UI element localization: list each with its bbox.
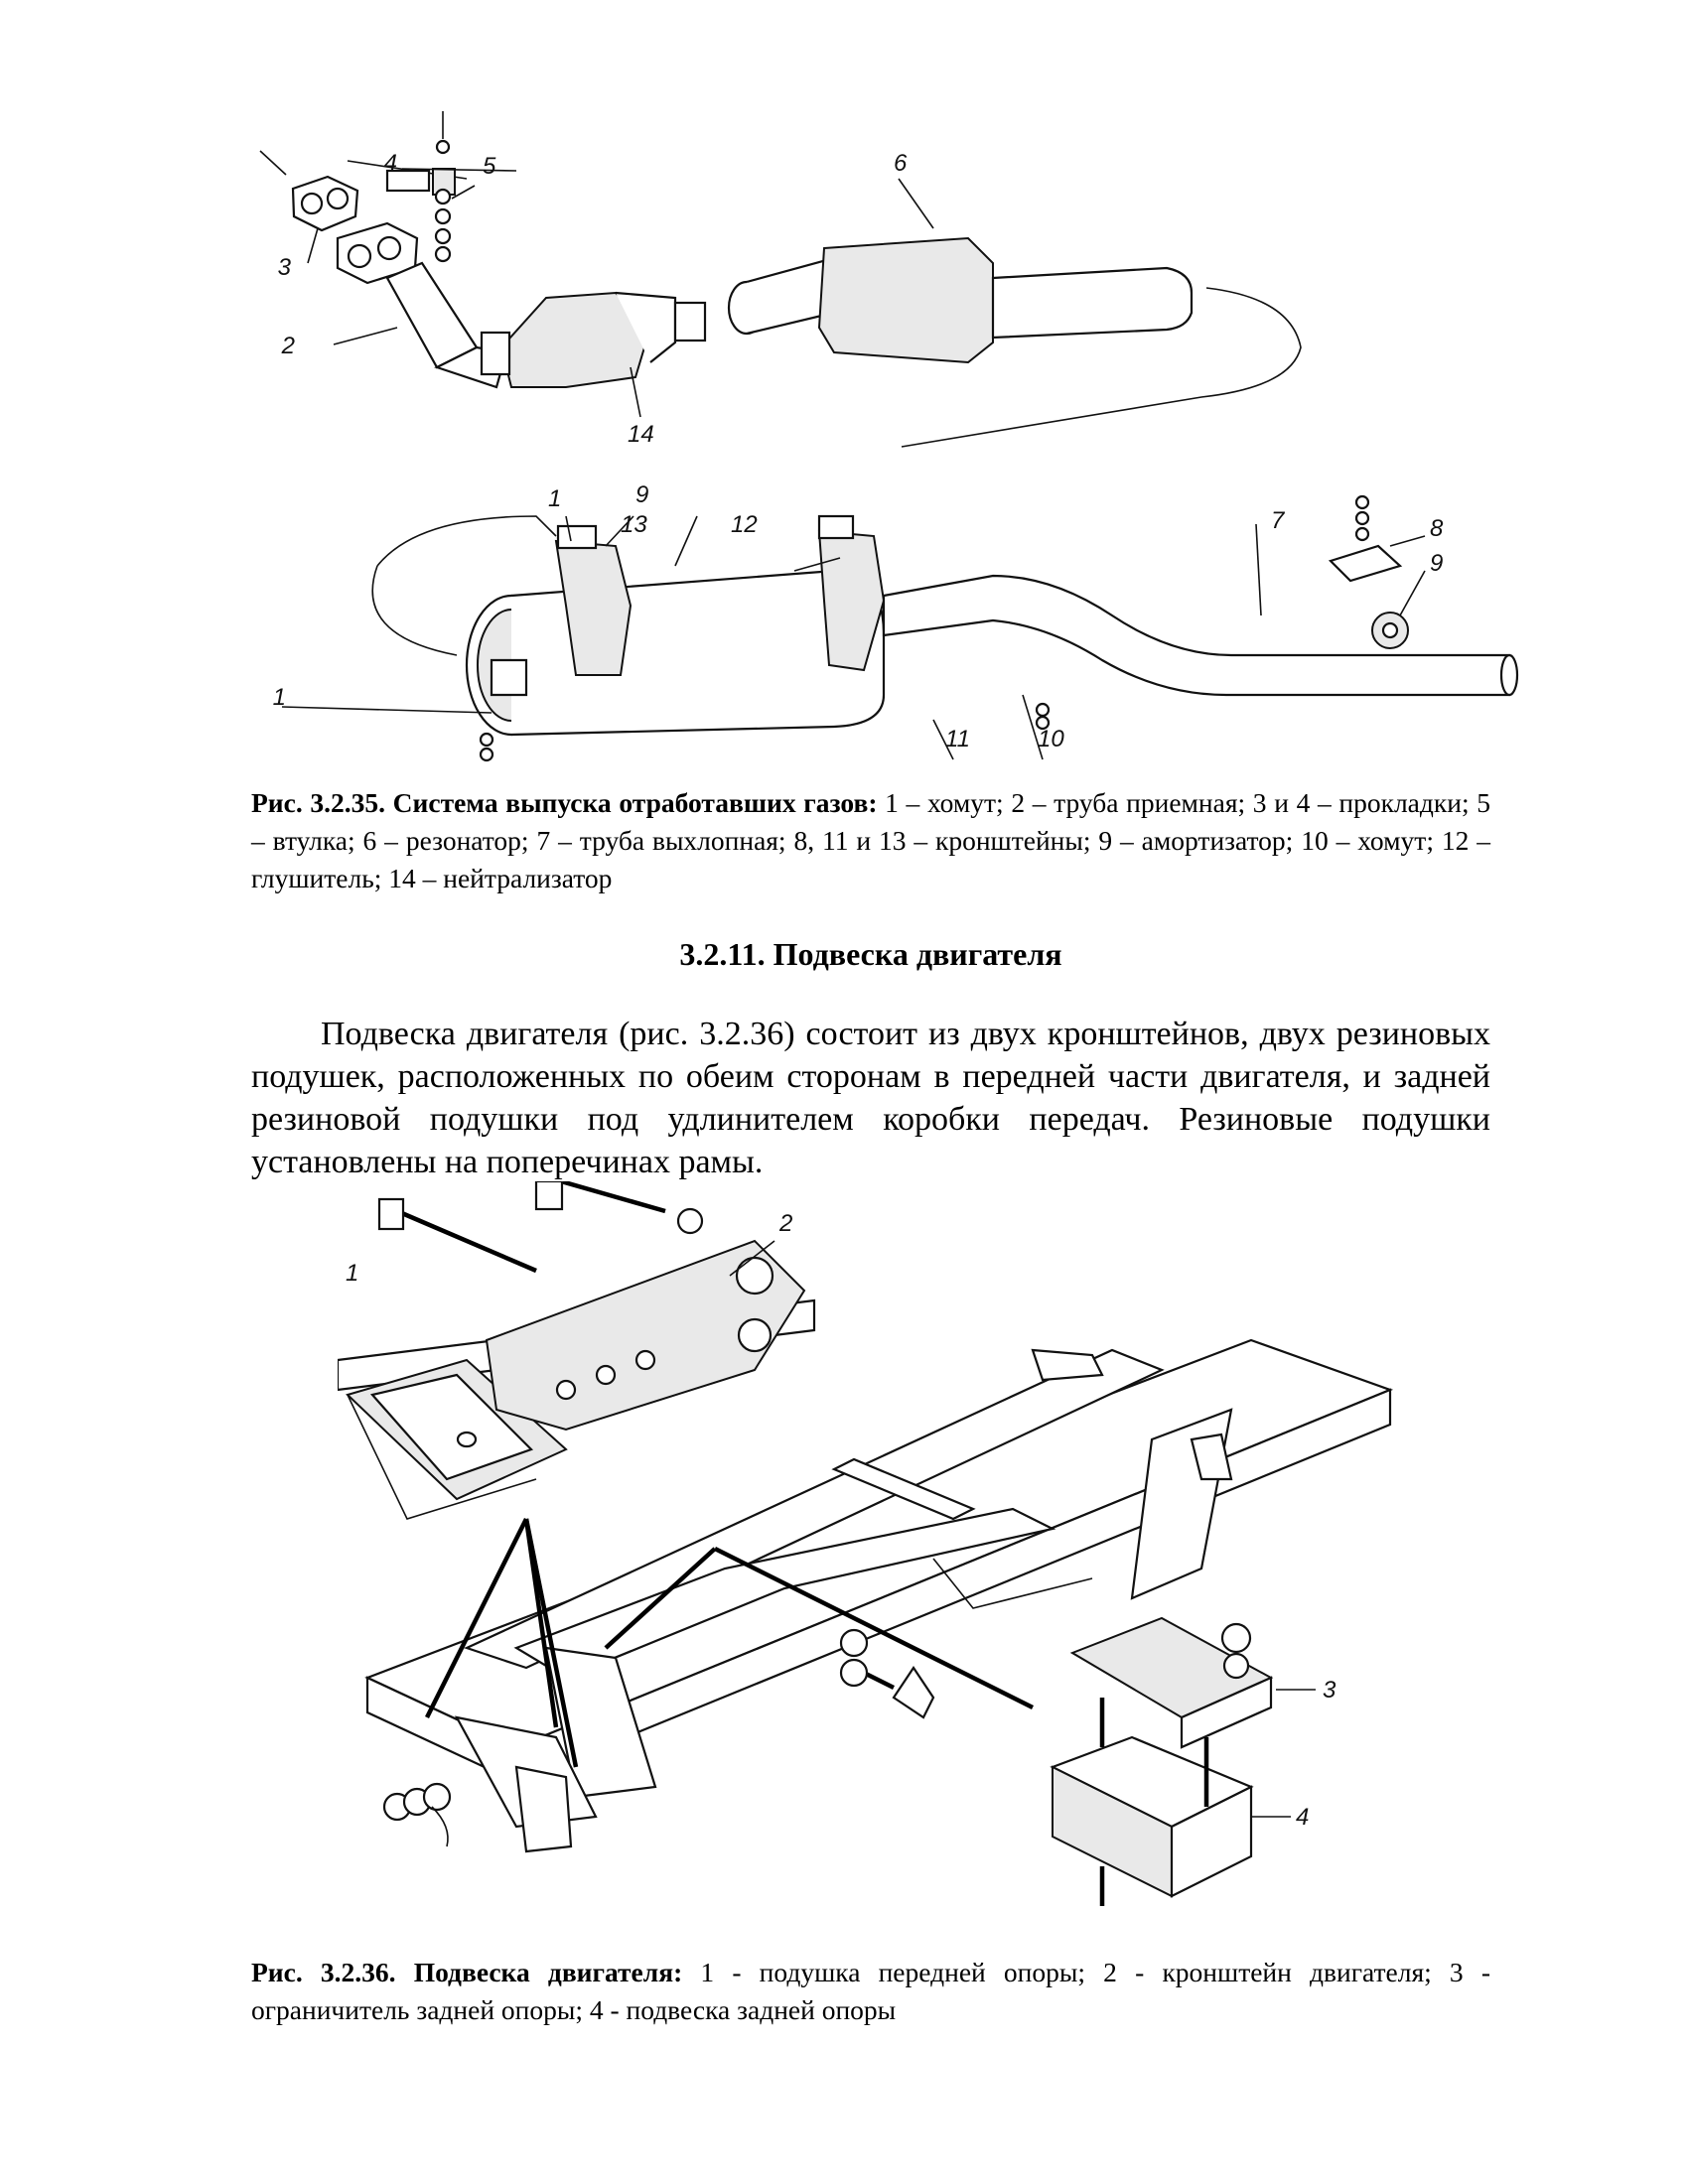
callout-label: 10 <box>1038 726 1064 752</box>
exhaust-system-figure <box>238 99 1529 774</box>
callout-label: 5 <box>483 153 496 180</box>
resonator-drawing <box>729 238 1192 362</box>
callout-label: 1 <box>272 684 286 711</box>
caption-text: 1 – хомут; 2 – труба приемная; 3 и 4 – прокладки; 5 – втулка; 6 – резонатор; 7 – труба выхлопная; 8, 11 и 13 – кронштейны; 9 – амортизатор; 10 – хомут; 12 – глушитель; 14 – нейтрализатор <box>251 787 1490 893</box>
stud-drawing <box>260 151 286 175</box>
figure-caption <box>251 784 1490 897</box>
callout-label: 1 <box>548 485 562 512</box>
catalyst-drawing <box>482 293 705 387</box>
callout-label: 13 <box>621 511 647 538</box>
caption-title: Рис. 3.2.36. Подвеска двигателя: <box>251 1957 683 1987</box>
callout-label: 6 <box>894 150 908 177</box>
callout-label: 4 <box>1296 1804 1310 1831</box>
caption-title: Рис. 3.2.35. Система выпуска отработавших газов: <box>251 787 878 818</box>
caption-text: 1 - подушка передней опоры; 2 - кронштейн двигателя; 3 - ограничитель задней опоры; 4 - подвеска задней опоры <box>251 1957 1490 2025</box>
callout-label: 9 <box>635 481 649 508</box>
callout-label: 14 <box>628 421 654 448</box>
callout-label: 3 <box>277 254 291 281</box>
body-paragraph <box>251 1013 1490 1183</box>
callout-label: 8 <box>1430 515 1444 542</box>
callout-label: 12 <box>731 511 758 538</box>
callout-label: 4 <box>383 150 397 177</box>
gasket-drawing <box>293 177 357 230</box>
callout-label: 11 <box>945 726 970 752</box>
engine-mount-figure <box>338 1181 1430 1926</box>
figure-caption <box>251 1954 1490 2029</box>
callout-label: 2 <box>779 1210 793 1237</box>
callout-label: 7 <box>1271 507 1285 534</box>
tailpipe-drawing <box>884 576 1517 695</box>
paragraph-text: Подвеска двигателя (рис. 3.2.36) состоит из двух кронштейнов, двух резиновых подушек, расположенных по обеим сторонам в передней части двигателя, и задней резиновой подушки под удлинителем коробки передач. Резиновые подушки установлены на поперечинах рамы. <box>251 1016 1490 1180</box>
silencer-drawing <box>467 571 884 735</box>
callout-label: 1 <box>346 1260 359 1287</box>
callout-label: 2 <box>281 333 295 359</box>
callout-label: 9 <box>1430 550 1444 577</box>
section-heading: 3.2.11. Подвеска двигателя <box>679 936 1062 972</box>
callout-label: 3 <box>1323 1677 1336 1704</box>
